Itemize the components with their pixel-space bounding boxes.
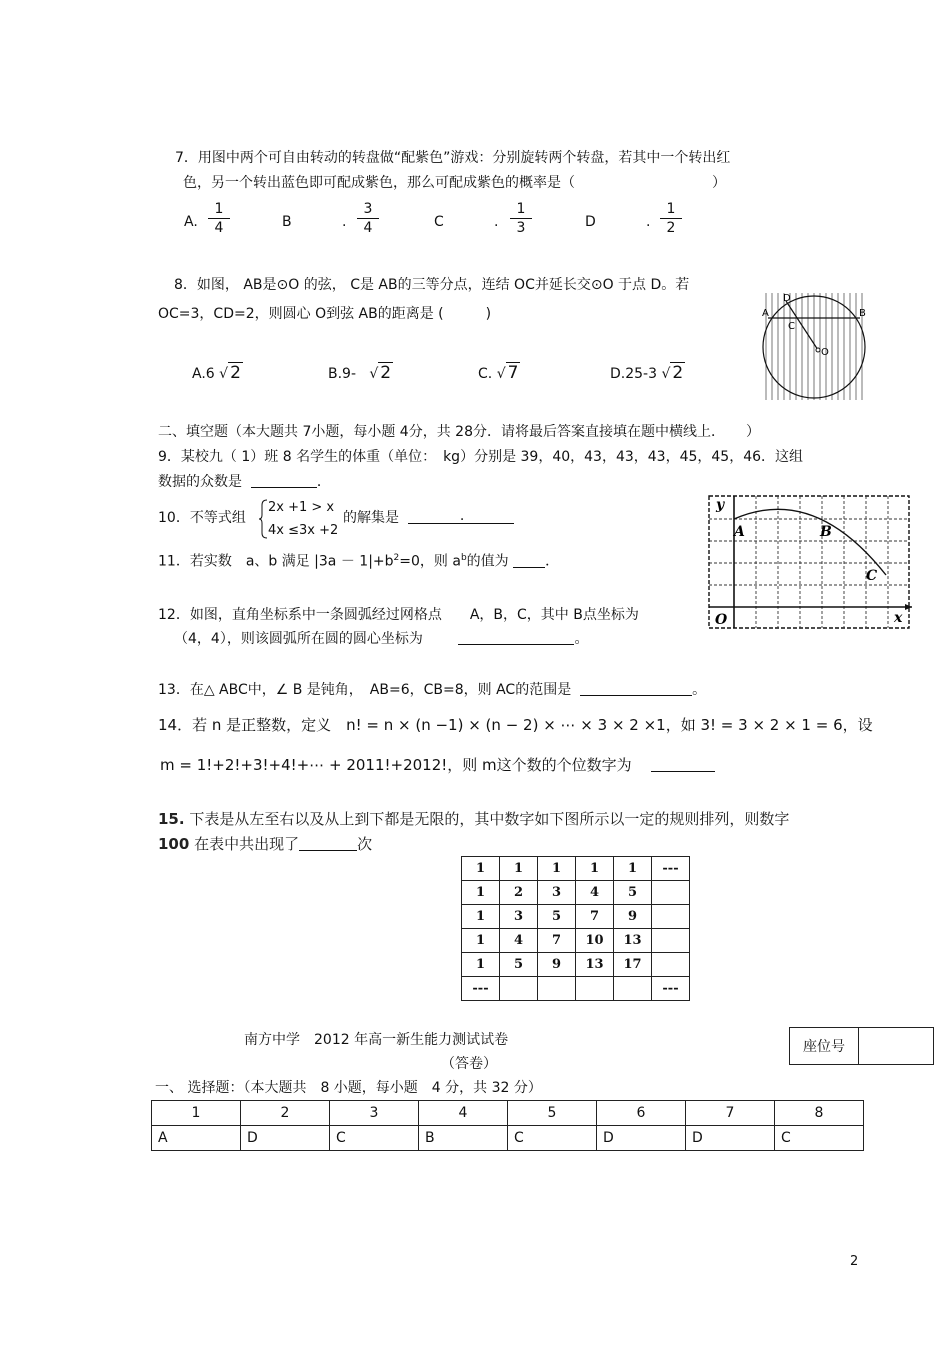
q7-close: ）: [712, 175, 726, 191]
numerator: 1: [666, 201, 676, 217]
label-a: A: [762, 308, 769, 319]
q10-suffix: [343, 509, 514, 527]
table-cell: 4: [500, 929, 538, 953]
table-row: [462, 929, 690, 953]
answer-blank: [458, 630, 574, 645]
radicand: 7: [507, 363, 519, 383]
q12-line2: [174, 630, 588, 648]
table-row: [152, 1126, 864, 1151]
q7-fraction-c: [510, 201, 532, 236]
q15-number-table: [461, 856, 690, 1001]
table-cell: C: [330, 1126, 419, 1151]
sqrt-icon: √ 2: [661, 363, 684, 383]
point-b-label: B: [820, 524, 832, 540]
q12-text: （4，4），则该圆弧所在圆的圆心坐标为: [174, 631, 423, 647]
table-cell: [652, 881, 690, 905]
table-cell: 1: [538, 857, 576, 881]
numerator: 3: [363, 201, 373, 217]
table-cell: 4: [576, 881, 614, 905]
table-cell: ---: [462, 977, 500, 1001]
table-cell: 1: [614, 857, 652, 881]
table-row: [462, 905, 690, 929]
q8-option-d: [610, 364, 685, 383]
table-cell: 9: [538, 953, 576, 977]
axis-label-y: y: [716, 497, 725, 513]
q11-mid: =0，则 a: [399, 553, 461, 570]
blank-dot: .: [459, 508, 465, 524]
q7-fraction-a: [208, 201, 230, 236]
answer-blank: [251, 473, 317, 488]
label-b: B: [859, 308, 866, 319]
q8-option-b: [328, 364, 393, 383]
numerator: 1: [516, 201, 526, 217]
table-cell: 5: [500, 953, 538, 977]
q11-end: 的值为: [466, 553, 509, 570]
label-d: D: [783, 293, 791, 304]
table-cell: 13: [614, 929, 652, 953]
q10-suffix-text: 的解集是: [343, 510, 399, 526]
table-cell: 5: [538, 905, 576, 929]
table-cell: [538, 977, 576, 1001]
q7-option-b-dot: .: [342, 214, 347, 230]
table-cell: 2: [500, 881, 538, 905]
table-cell: D: [597, 1126, 686, 1151]
table-cell: 5: [614, 881, 652, 905]
point-a-label: A: [734, 524, 745, 540]
label-o: O: [821, 347, 829, 358]
table-cell: [652, 905, 690, 929]
answer-section1-heading: 一、 选择题：（本大题共 8 小题，每小题 4 分，共 32 分）: [155, 1080, 542, 1096]
table-cell: C: [775, 1126, 864, 1151]
q13-end: 。: [692, 682, 707, 698]
q11-line: [158, 549, 559, 571]
q10-inequality-2: 4x ≤3x +2: [268, 523, 339, 538]
section2-heading: 二、填空题（本大题共 7小题，每小题 4分，共 28分．请将最后答案直接填在题中横线上． ）: [158, 424, 760, 440]
table-header-row: [152, 1101, 864, 1126]
table-cell: 17: [614, 953, 652, 977]
q15-line1: [158, 810, 789, 828]
answer-blank: [299, 836, 357, 851]
table-cell: [652, 929, 690, 953]
q8-circle-figure: [760, 288, 870, 403]
radicand: 2: [380, 363, 392, 383]
table-cell: 1: [462, 881, 500, 905]
q9-line2: [158, 473, 331, 491]
denominator: 2: [666, 220, 676, 236]
table-cell: 1: [152, 1101, 241, 1126]
table-cell: 7: [686, 1101, 775, 1126]
exponent-b: b: [460, 553, 467, 563]
table-cell: [652, 953, 690, 977]
brace-icon: [258, 499, 268, 539]
answer-blank: [513, 553, 545, 568]
table-row: [462, 953, 690, 977]
sqrt-icon: √ 7: [496, 363, 519, 383]
q15-line2: [158, 835, 372, 853]
sqrt-icon: √ 2: [369, 363, 392, 383]
table-cell: ---: [652, 857, 690, 881]
denominator: 4: [214, 220, 224, 236]
q7-line2: 色，另一个转出蓝色即可配成紫色，那么可配成紫色的概率是（: [183, 175, 575, 191]
axis-label-x: x: [894, 610, 903, 626]
table-cell: 1: [462, 929, 500, 953]
page-number: 2: [850, 1254, 859, 1269]
q7-option-d-dot: .: [646, 214, 651, 230]
answer-table: [151, 1100, 864, 1151]
label-c: C: [788, 321, 795, 332]
table-cell: 2: [241, 1101, 330, 1126]
denominator: 3: [516, 220, 526, 236]
q7-option-a: A.: [184, 214, 198, 230]
table-cell: 6: [597, 1101, 686, 1126]
table-cell: 1: [462, 953, 500, 977]
table-cell: 8: [775, 1101, 864, 1126]
answer-blank: [580, 681, 692, 696]
table-row: [462, 857, 690, 881]
q11-tail: ．: [545, 553, 560, 570]
table-cell: 9: [614, 905, 652, 929]
q12-end: 。: [574, 631, 589, 647]
table-row: [462, 881, 690, 905]
q14-line2: [160, 756, 715, 774]
answer-sheet-subtitle: （答卷）: [441, 1056, 497, 1072]
table-row: [462, 977, 690, 1001]
q8-option-c: [478, 364, 520, 383]
table-cell: 7: [576, 905, 614, 929]
q7-option-d: D: [585, 214, 596, 230]
q13-text: 13．在△ ABC中，∠ B 是钝角， AB=6，CB=8，则 AC的范围是: [158, 682, 572, 698]
table-cell: 1: [462, 905, 500, 929]
table-cell: 1: [500, 857, 538, 881]
exponent: 2: [393, 553, 400, 563]
seat-number-field[interactable]: [859, 1028, 934, 1065]
table-cell: D: [241, 1126, 330, 1151]
q10-prefix: 10．不等式组: [158, 510, 246, 526]
origin-label: O: [715, 612, 728, 628]
option-b-label: B.9-: [328, 366, 357, 382]
q14-line1: 14．若 n 是正整数，定义 n! = n × (n −1) × (n − 2) × ⋯ × 3 × 2 ×1，如 3! = 3 × 2 × 1 = 6，设: [158, 716, 873, 734]
q15-text: 下表是从左至右以及从上到下都是无限的，其中数字如下图所示以一定的规则排列，则数字: [184, 810, 790, 828]
answer-blank: [408, 509, 514, 524]
q7-fraction-d: [660, 201, 682, 236]
q7-option-c: C: [434, 214, 444, 230]
table-cell: B: [419, 1126, 508, 1151]
table-cell: [500, 977, 538, 1001]
q12-line1: 12．如图，直角坐标系中一条圆弧经过网格点 A，B，C，其中 B点坐标为: [158, 607, 639, 623]
q8-line1: 8．如图， AB是⊙O 的弦， C是 AB的三等分点，连结 OC并延长交⊙O 于点 D。若: [174, 277, 690, 293]
q15-text-2: 在表中共出现了: [189, 835, 300, 853]
q10-inequality-1: 2x +1 > x: [268, 500, 335, 515]
q8-line2: OC=3，CD=2，则圆心 O到弦 AB的距离是 ( ): [158, 306, 492, 322]
table-cell: 5: [508, 1101, 597, 1126]
table-cell: A: [152, 1126, 241, 1151]
q7-option-c-dot: .: [494, 214, 499, 230]
q7-line1: 7．用图中两个可自由转动的转盘做“配紫色”游戏：分别旋转两个转盘，若其中一个转出红: [175, 150, 731, 166]
q11-text: 11．若实数 a、b 满足 |3a － 1|+b: [158, 553, 394, 570]
q9-text: 数据的众数是: [158, 474, 242, 490]
radicand: 2: [672, 363, 684, 383]
q15-highlight-number: 100: [158, 835, 190, 853]
table-cell: [614, 977, 652, 1001]
table-cell: D: [686, 1126, 775, 1151]
table-cell: 3: [500, 905, 538, 929]
q14-text: m = 1!+2!+3!+4!+⋯ + 2011!+2012!，则 m这个数的个位数字为: [160, 756, 632, 774]
table-cell: 10: [576, 929, 614, 953]
table-cell: 3: [330, 1101, 419, 1126]
table-cell: 3: [538, 881, 576, 905]
q7-option-b: B: [282, 214, 292, 230]
q15-number: 15.: [158, 810, 185, 828]
table-cell: ---: [652, 977, 690, 1001]
seat-label: 座位号: [790, 1028, 859, 1065]
table-cell: 4: [419, 1101, 508, 1126]
q9-line1: 9．某校九（ 1）班 8 名学生的体重（单位： kg）分别是 39，40，43，43，43，45，45，46．这组: [158, 449, 804, 465]
q15-end: 次: [357, 835, 373, 853]
point-c-label: C: [866, 568, 878, 584]
table-cell: 1: [576, 857, 614, 881]
table-cell: [576, 977, 614, 1001]
seat-number-box: [789, 1027, 934, 1065]
answer-sheet-title: 南方中学 2012 年高一新生能力测试试卷: [244, 1032, 509, 1048]
numerator: 1: [214, 201, 224, 217]
q9-end: ．: [316, 474, 331, 490]
sqrt-icon: √ 2: [219, 363, 241, 383]
q8-option-a: [192, 364, 243, 383]
answer-blank: [651, 757, 715, 772]
radicand: 2: [230, 363, 241, 383]
option-c-label: C.: [478, 366, 493, 382]
table-cell: 1: [462, 857, 500, 881]
q13-line: [158, 681, 706, 699]
table-cell: 13: [576, 953, 614, 977]
q12-grid-figure: [704, 494, 914, 634]
denominator: 4: [363, 220, 373, 236]
option-d-label: D.25-3: [610, 366, 658, 382]
option-a-label: A.6: [192, 366, 215, 382]
table-cell: C: [508, 1126, 597, 1151]
q7-fraction-b: [357, 201, 379, 236]
table-cell: 7: [538, 929, 576, 953]
